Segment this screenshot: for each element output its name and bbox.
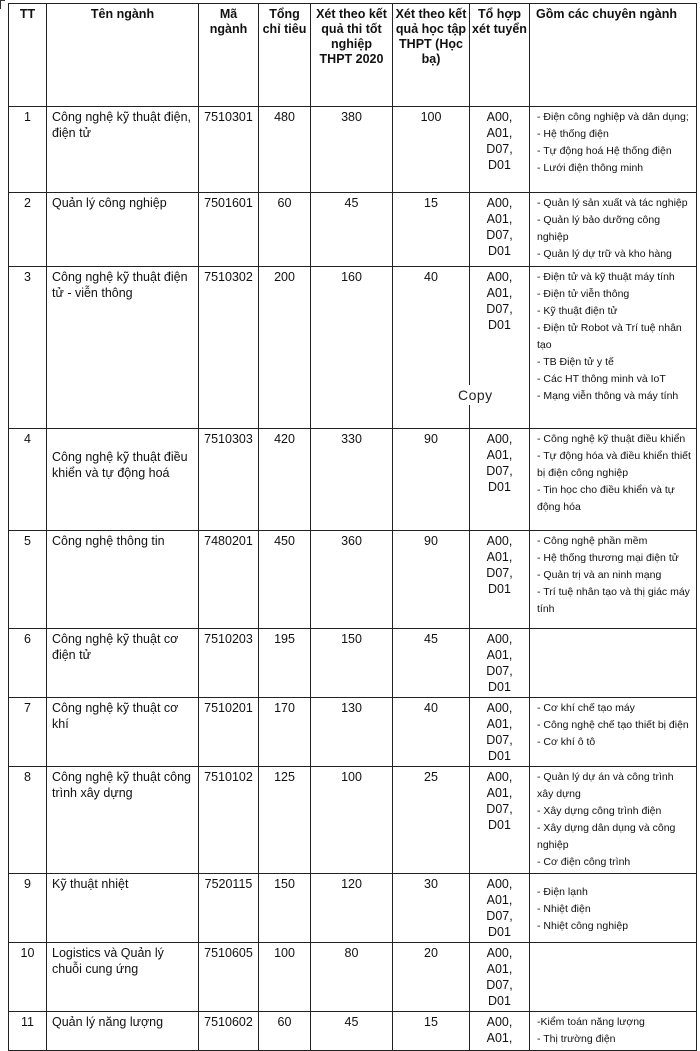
combo-code: D07, bbox=[486, 566, 513, 580]
cell-to-hop bbox=[470, 531, 530, 629]
cell-to-hop bbox=[470, 943, 530, 1012]
specialization-item: - Thị trường điện bbox=[537, 1033, 616, 1045]
cell-xet-hoc-ba: 100 bbox=[393, 107, 470, 193]
combo-code: A00, bbox=[486, 701, 513, 715]
cell-tt: 10 bbox=[9, 943, 47, 1012]
cell-ma-nganh: 7510203 bbox=[199, 629, 259, 698]
specialization-item: - Điện tử và kỹ thuật máy tính bbox=[537, 271, 675, 283]
specialization-item: - Điện tử viễn thông bbox=[537, 288, 630, 300]
combo-code: D07, bbox=[486, 228, 513, 242]
specialization-item: - Tự động hoá Hệ thống điện bbox=[537, 145, 672, 157]
combo-code: D01 bbox=[488, 680, 511, 694]
cell-ma-nganh: 7480201 bbox=[199, 531, 259, 629]
cell-ma-nganh: 7510303 bbox=[199, 429, 259, 531]
cell-xet-hoc-ba: 15 bbox=[393, 1012, 470, 1051]
specialization-item: - Cơ điện công trình bbox=[537, 856, 631, 868]
cell-ma-nganh: 7501601 bbox=[199, 193, 259, 267]
combo-code: A00, bbox=[486, 432, 513, 446]
specialization-item: - Nhiệt công nghiệp bbox=[537, 920, 629, 932]
table-row bbox=[9, 193, 697, 267]
combo-code: D07, bbox=[486, 664, 513, 678]
cell-chuyen-nganh bbox=[530, 767, 697, 874]
specialization-item: - Công nghệ kỹ thuật điều khiển bbox=[537, 433, 686, 445]
cell-xet-thpt: 380 bbox=[311, 107, 393, 193]
cell-ten-nganh: Công nghệ kỹ thuật điều khiển và tự động hoá bbox=[47, 429, 199, 531]
specialization-item: - Điện công nghiệp và dân dụng; bbox=[537, 111, 689, 123]
combo-code: D01 bbox=[488, 749, 511, 763]
specialization-item: - Kỹ thuật điện tử bbox=[537, 305, 618, 317]
combo-code: A00, bbox=[486, 110, 513, 124]
specialization-item: - TB Điện tử y tế bbox=[537, 356, 614, 368]
cell-tt: 8 bbox=[9, 767, 47, 874]
combo-code: A00, bbox=[486, 534, 513, 548]
combo-code: A01, bbox=[486, 550, 513, 564]
combo-code: A01, bbox=[486, 786, 513, 800]
table-row bbox=[9, 874, 697, 943]
cell-ma-nganh: 7510201 bbox=[199, 698, 259, 767]
table-row bbox=[9, 267, 697, 429]
cell-ma-nganh: 7520115 bbox=[199, 874, 259, 943]
specialization-item: - Quản lý dự trữ và kho hàng bbox=[537, 248, 672, 260]
combo-code: D01 bbox=[488, 480, 511, 494]
specialization-item: - Công nghệ phần mềm bbox=[537, 535, 648, 547]
cell-ten-nganh: Công nghệ kỹ thuật cơ khí bbox=[47, 698, 199, 767]
specialization-item: - Mạng viễn thông và máy tính bbox=[537, 390, 679, 402]
specialization-item: - Trí tuệ nhân tạo và thị giác máy tính bbox=[537, 586, 690, 615]
cell-tt: 3 bbox=[9, 267, 47, 429]
cell-to-hop bbox=[470, 629, 530, 698]
cell-tong-chi-tieu: 150 bbox=[259, 874, 311, 943]
combo-code: D01 bbox=[488, 925, 511, 939]
cell-to-hop bbox=[470, 767, 530, 874]
table-row bbox=[9, 531, 697, 629]
specialization-item: - Cơ khí ô tô bbox=[537, 736, 596, 748]
cell-ten-nganh: Công nghệ kỹ thuật điện tử - viễn thông bbox=[47, 267, 199, 429]
combo-code: D07, bbox=[486, 802, 513, 816]
combo-code: A01, bbox=[486, 1031, 513, 1045]
combo-code: A01, bbox=[486, 212, 513, 226]
specialization-item: - Các HT thông minh và IoT bbox=[537, 373, 666, 385]
cell-tong-chi-tieu: 60 bbox=[259, 1012, 311, 1051]
cell-chuyen-nganh bbox=[530, 1012, 697, 1051]
cell-xet-thpt: 100 bbox=[311, 767, 393, 874]
cell-xet-hoc-ba: 25 bbox=[393, 767, 470, 874]
cell-tong-chi-tieu: 195 bbox=[259, 629, 311, 698]
cell-tong-chi-tieu: 100 bbox=[259, 943, 311, 1012]
specialization-item: - Quản trị và an ninh mạng bbox=[537, 569, 662, 581]
specialization-item: - Cơ khí chế tạo máy bbox=[537, 702, 635, 714]
cell-xet-thpt: 150 bbox=[311, 629, 393, 698]
combo-code: D07, bbox=[486, 142, 513, 156]
combo-code: D01 bbox=[488, 244, 511, 258]
cell-chuyen-nganh bbox=[530, 698, 697, 767]
cell-xet-thpt: 80 bbox=[311, 943, 393, 1012]
cell-xet-thpt: 45 bbox=[311, 193, 393, 267]
combo-code: D07, bbox=[486, 978, 513, 992]
table-row bbox=[9, 698, 697, 767]
corner-mark bbox=[0, 0, 5, 9]
combo-code: A00, bbox=[486, 770, 513, 784]
cell-ma-nganh: 7510605 bbox=[199, 943, 259, 1012]
combo-code: D07, bbox=[486, 733, 513, 747]
specialization-item: - Nhiệt điện bbox=[537, 903, 591, 915]
combo-code: A01, bbox=[486, 893, 513, 907]
combo-code: D07, bbox=[486, 909, 513, 923]
header-chuyen-nganh: Gồm các chuyên ngành bbox=[530, 4, 697, 107]
cell-to-hop bbox=[470, 429, 530, 531]
cell-ten-nganh: Quản lý công nghiệp bbox=[47, 193, 199, 267]
header-xet-hoc-ba: Xét theo kết quả học tập THPT (Học bạ) bbox=[393, 4, 470, 107]
combo-code: D01 bbox=[488, 582, 511, 596]
cell-tt: 2 bbox=[9, 193, 47, 267]
cell-tong-chi-tieu: 420 bbox=[259, 429, 311, 531]
header-xet-thpt: Xét theo kết quả thi tốt nghiệp THPT 2020 bbox=[311, 4, 393, 107]
header-row bbox=[9, 4, 697, 107]
cell-xet-thpt: 160 bbox=[311, 267, 393, 429]
cell-tt: 9 bbox=[9, 874, 47, 943]
cell-tong-chi-tieu: 125 bbox=[259, 767, 311, 874]
table-row bbox=[9, 767, 697, 874]
cell-xet-thpt: 130 bbox=[311, 698, 393, 767]
cell-tong-chi-tieu: 480 bbox=[259, 107, 311, 193]
combo-code: D01 bbox=[488, 158, 511, 172]
cell-ten-nganh: Kỹ thuật nhiệt bbox=[47, 874, 199, 943]
table-row bbox=[9, 943, 697, 1012]
cell-to-hop bbox=[470, 193, 530, 267]
cell-tong-chi-tieu: 200 bbox=[259, 267, 311, 429]
cell-xet-hoc-ba: 15 bbox=[393, 193, 470, 267]
cell-to-hop bbox=[470, 1012, 530, 1051]
cell-xet-hoc-ba: 30 bbox=[393, 874, 470, 943]
cell-tt: 7 bbox=[9, 698, 47, 767]
specialization-item: - Điện lạnh bbox=[537, 886, 588, 898]
cell-to-hop bbox=[470, 107, 530, 193]
specialization-item: - Điện tử Robot và Trí tuệ nhân tạo bbox=[537, 322, 682, 351]
header-ma-nganh: Mã ngành bbox=[199, 4, 259, 107]
cell-xet-thpt: 120 bbox=[311, 874, 393, 943]
combo-code: D01 bbox=[488, 994, 511, 1008]
cell-tt: 1 bbox=[9, 107, 47, 193]
table-row bbox=[9, 629, 697, 698]
cell-tong-chi-tieu: 450 bbox=[259, 531, 311, 629]
specialization-item: - Tự động hóa và điều khiển thiết bị điện công nghiệp bbox=[537, 450, 691, 479]
table-row bbox=[9, 429, 697, 531]
combo-code: A01, bbox=[486, 648, 513, 662]
cell-ma-nganh: 7510301 bbox=[199, 107, 259, 193]
cell-ma-nganh: 7510102 bbox=[199, 767, 259, 874]
specialization-item: - Xây dựng công trình điện bbox=[537, 805, 662, 817]
combo-code: A01, bbox=[486, 962, 513, 976]
combo-code: A00, bbox=[486, 946, 513, 960]
cell-xet-thpt: 330 bbox=[311, 429, 393, 531]
table-row bbox=[9, 107, 697, 193]
header-to-hop: Tổ hợp xét tuyển bbox=[470, 4, 530, 107]
copy-label[interactable]: Copy bbox=[454, 385, 497, 405]
specialization-item: - Công nghệ chế tạo thiết bị điện bbox=[537, 719, 689, 731]
cell-ten-nganh: Quản lý năng lượng bbox=[47, 1012, 199, 1051]
specialization-item: - Xây dựng dân dụng và công nghiệp bbox=[537, 822, 676, 851]
specialization-item: -Kiểm toán năng lượng bbox=[537, 1016, 645, 1028]
specialization-item: - Hệ thống điện bbox=[537, 128, 609, 140]
combo-code: D01 bbox=[488, 818, 511, 832]
specialization-item: - Quản lý bảo dưỡng công nghiệp bbox=[537, 214, 661, 243]
cell-chuyen-nganh bbox=[530, 531, 697, 629]
cell-to-hop bbox=[470, 698, 530, 767]
combo-code: A01, bbox=[486, 286, 513, 300]
combo-code: D07, bbox=[486, 464, 513, 478]
header-ten-nganh: Tên ngành bbox=[47, 4, 199, 107]
cell-tong-chi-tieu: 60 bbox=[259, 193, 311, 267]
cell-chuyen-nganh bbox=[530, 874, 697, 943]
cell-tt: 11 bbox=[9, 1012, 47, 1051]
table-row bbox=[9, 1012, 697, 1051]
specialization-item: - Lưới điện thông minh bbox=[537, 162, 644, 174]
cell-xet-hoc-ba: 20 bbox=[393, 943, 470, 1012]
cell-xet-hoc-ba: 90 bbox=[393, 531, 470, 629]
cell-tt: 6 bbox=[9, 629, 47, 698]
cell-xet-hoc-ba: 40 bbox=[393, 698, 470, 767]
combo-code: A00, bbox=[486, 632, 513, 646]
combo-code: A01, bbox=[486, 448, 513, 462]
cell-ten-nganh: Công nghệ thông tin bbox=[47, 531, 199, 629]
cell-xet-thpt: 360 bbox=[311, 531, 393, 629]
combo-code: A00, bbox=[486, 877, 513, 891]
cell-chuyen-nganh bbox=[530, 429, 697, 531]
cell-ten-nganh: Công nghệ kỹ thuật cơ điện tử bbox=[47, 629, 199, 698]
cell-tt: 4 bbox=[9, 429, 47, 531]
specialization-item: - Quản lý sản xuất và tác nghiệp bbox=[537, 197, 688, 209]
header-tong-chi-tieu: Tổng chỉ tiêu bbox=[259, 4, 311, 107]
specialization-item: - Hệ thống thương mại điện tử bbox=[537, 552, 679, 564]
cell-chuyen-nganh bbox=[530, 267, 697, 429]
combo-code: D07, bbox=[486, 302, 513, 316]
combo-code: A00, bbox=[486, 270, 513, 284]
combo-code: A01, bbox=[486, 126, 513, 140]
cell-ten-nganh: Công nghệ kỹ thuật điện, điện tử bbox=[47, 107, 199, 193]
cell-chuyen-nganh bbox=[530, 107, 697, 193]
specialization-item: - Tin học cho điều khiển và tự động hóa bbox=[537, 484, 675, 513]
cell-chuyen-nganh bbox=[530, 193, 697, 267]
combo-code: A00, bbox=[486, 1015, 513, 1029]
combo-code: D01 bbox=[488, 318, 511, 332]
combo-code: A00, bbox=[486, 196, 513, 210]
cell-tong-chi-tieu: 170 bbox=[259, 698, 311, 767]
specialization-item: - Quản lý dự án và công trình xây dựng bbox=[537, 771, 674, 800]
cell-xet-thpt: 45 bbox=[311, 1012, 393, 1051]
cell-ma-nganh: 7510602 bbox=[199, 1012, 259, 1051]
cell-tt: 5 bbox=[9, 531, 47, 629]
cell-xet-hoc-ba: 90 bbox=[393, 429, 470, 531]
cell-chuyen-nganh bbox=[530, 629, 697, 698]
admissions-table bbox=[8, 3, 697, 1051]
cell-ten-nganh: Logistics và Quản lý chuỗi cung ứng bbox=[47, 943, 199, 1012]
combo-code: A01, bbox=[486, 717, 513, 731]
cell-to-hop bbox=[470, 874, 530, 943]
cell-xet-hoc-ba: 40 bbox=[393, 267, 470, 429]
cell-xet-hoc-ba: 45 bbox=[393, 629, 470, 698]
cell-ten-nganh: Công nghệ kỹ thuật công trình xây dựng bbox=[47, 767, 199, 874]
cell-chuyen-nganh bbox=[530, 943, 697, 1012]
cell-ma-nganh: 7510302 bbox=[199, 267, 259, 429]
header-tt: TT bbox=[9, 4, 47, 107]
